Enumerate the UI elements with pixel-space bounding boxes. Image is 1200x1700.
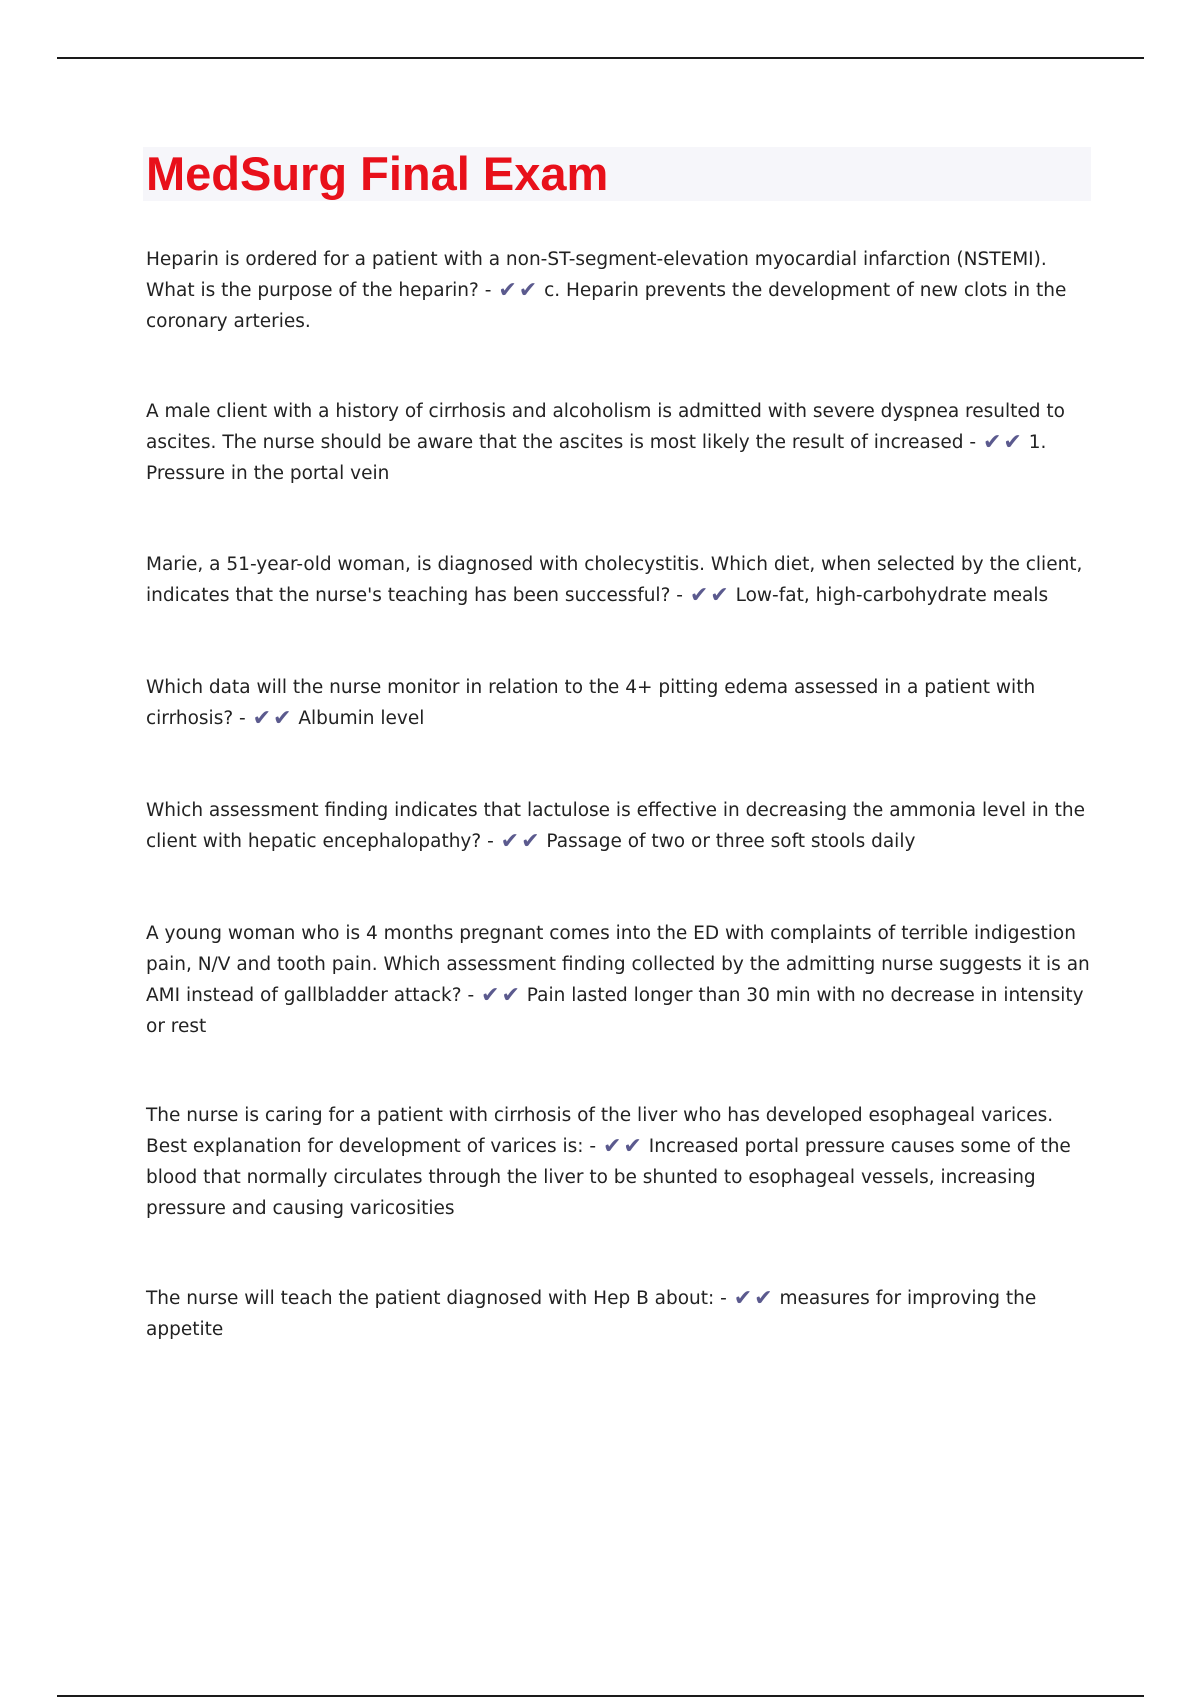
answer-text: c. Heparin prevents the development of new clots in the coronary arteries.	[146, 280, 1067, 332]
check-icon: ✔	[252, 706, 272, 731]
qa-item	[146, 244, 1096, 337]
qa-item	[146, 918, 1096, 1042]
check-icon: ✔	[602, 1134, 622, 1159]
answer-text: measures for improving the appetite	[146, 1288, 1037, 1340]
qa-item	[146, 396, 1096, 489]
question-text: A male client with a history of cirrhosis and alcoholism is admitted with severe dyspnea resulted to ascites. The nurse should be aware that the ascites is most likely the result of increased -	[146, 401, 1065, 453]
answer-text: Albumin level	[298, 708, 425, 729]
check-icon: ✔	[521, 829, 540, 854]
qa-item	[146, 795, 1096, 857]
qa-item	[146, 1100, 1096, 1224]
bottom-rule	[57, 1695, 1144, 1697]
check-icon: ✔	[754, 1286, 773, 1311]
answer-text: Increased portal pressure causes some of the blood that normally circulates through the liver to be shunted to esophageal vessels, increasing pressure and causing varicosities	[146, 1136, 1071, 1219]
question-text: The nurse will teach the patient diagnosed with Hep B about: -	[146, 1288, 727, 1309]
answer-text: Passage of two or three soft stools daily	[546, 831, 916, 852]
check-icon: ✔	[710, 583, 729, 608]
question-text: Heparin is ordered for a patient with a non-ST-segment-elevation myocardial infarction (NSTEMI). What is the purpose of the heparin? -	[146, 249, 1047, 301]
question-text: Marie, a 51-year-old woman, is diagnosed with cholecystitis. Which diet, when selected by the client, indicates that the nurse's teaching has been successful? -	[146, 554, 1083, 606]
check-icon: ✔	[500, 829, 520, 854]
page-title: MedSurg Final Exam	[146, 147, 609, 200]
check-icon: ✔	[623, 1134, 642, 1159]
answer-text: Low-fat, high-carbohydrate meals	[735, 585, 1049, 606]
check-icon: ✔	[273, 706, 292, 731]
check-icon: ✔	[689, 583, 709, 608]
top-rule	[57, 57, 1144, 59]
qa-item	[146, 1283, 1096, 1345]
answer-text: Pain lasted longer than 30 min with no decrease in intensity or rest	[146, 985, 1084, 1037]
answer-text: 1. Pressure in the portal vein	[146, 432, 1047, 484]
qa-item	[146, 672, 1096, 734]
question-text: A young woman who is 4 months pregnant comes into the ED with complaints of terrible indigestion pain, N/V and tooth pain. Which assessment finding collected by the admitting nurse suggests it is an AMI instead of gallbladder attack? -	[146, 923, 1090, 1006]
qa-item	[146, 549, 1096, 611]
check-icon: ✔	[733, 1286, 753, 1311]
question-text: Which assessment finding indicates that lactulose is effective in decreasing the ammonia level in the client with hepatic encephalopathy? -	[146, 800, 1085, 852]
question-text: The nurse is caring for a patient with cirrhosis of the liver who has developed esophageal varices. Best explanation for development of varices is: -	[146, 1105, 1054, 1157]
check-icon: ✔	[501, 983, 520, 1008]
question-text: Which data will the nurse monitor in relation to the 4+ pitting edema assessed in a patient with cirrhosis? -	[146, 677, 1036, 729]
check-icon: ✔	[498, 278, 517, 303]
check-icon: ✔	[481, 983, 500, 1008]
check-icon: ✔	[518, 278, 538, 303]
check-icon: ✔	[982, 430, 1002, 455]
check-icon: ✔	[1003, 430, 1022, 455]
